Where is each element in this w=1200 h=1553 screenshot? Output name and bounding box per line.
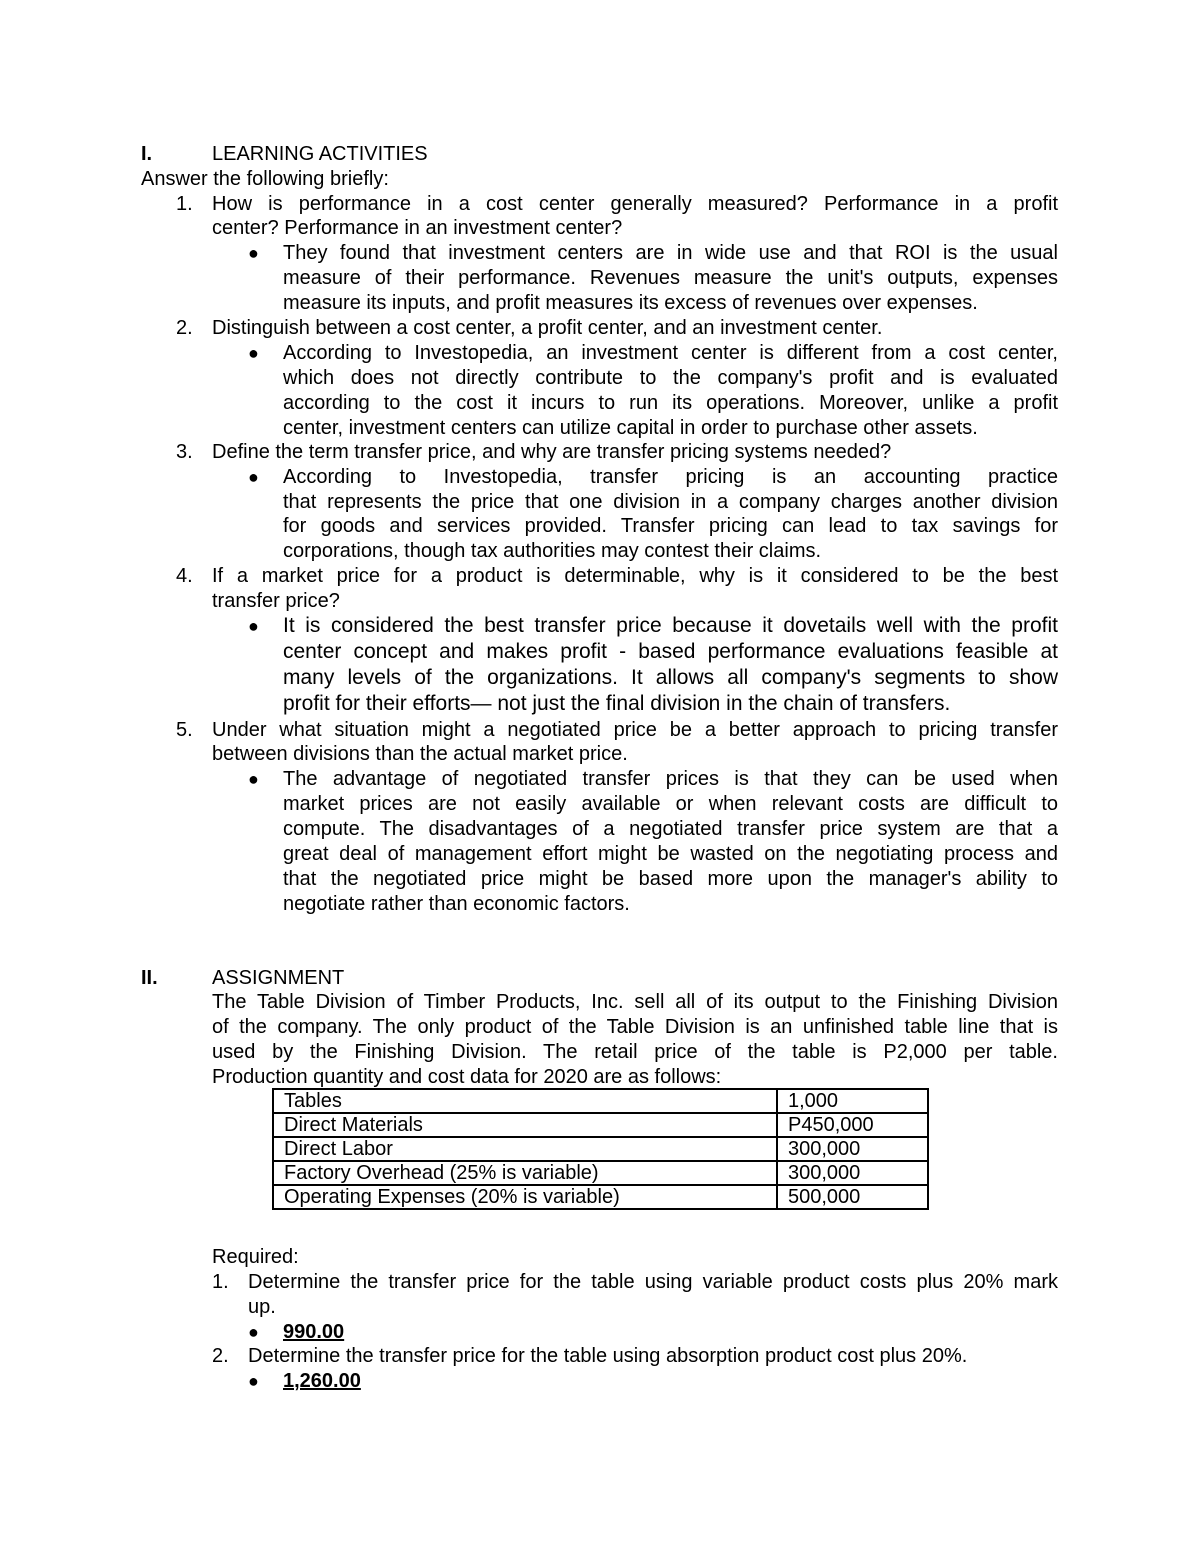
answer-4-line-1: It is considered the best transfer price because it dovetails well with the profit bbox=[283, 614, 1058, 637]
question-1-line-1: How is performance in a cost center generally measured? Performance in a profit bbox=[212, 193, 1058, 215]
row-label: Factory Overhead (25% is variable) bbox=[273, 1161, 777, 1185]
cost-data-table bbox=[272, 1088, 929, 1210]
question-4-line-2: transfer price? bbox=[212, 590, 340, 612]
answer-4-line-4: profit for their efforts— not just the final division in the chain of transfers. bbox=[283, 692, 951, 715]
answer-2-line-1: According to Investopedia, an investment center is different from a cost center, bbox=[283, 342, 1058, 364]
question-5-line-2: between divisions than the actual market price. bbox=[212, 743, 628, 765]
answer-2-line-4: center, investment centers can utilize capital in order to purchase other assets. bbox=[283, 417, 978, 439]
answer-1-line-2: measure of their performance. Revenues measure the unit's outputs, expenses bbox=[283, 267, 1058, 289]
question-1-number: 1. bbox=[176, 193, 193, 215]
bullet-icon: ● bbox=[248, 343, 259, 363]
question-4-number: 4. bbox=[176, 565, 193, 587]
answer-1-line-1: They found that investment centers are in wide use and that ROI is the usual bbox=[283, 242, 1058, 264]
required-2-number: 2. bbox=[212, 1345, 229, 1367]
answer-3-line-2: that represents the price that one division in a company charges another division bbox=[283, 491, 1058, 513]
question-1-line-2: center? Performance in an investment center? bbox=[212, 217, 623, 239]
row-value: 300,000 bbox=[777, 1161, 928, 1185]
bullet-icon: ● bbox=[248, 467, 259, 487]
assignment-paragraph-line-1: The Table Division of Timber Products, Inc. sell all of its output to the Finishing Division bbox=[212, 991, 1058, 1013]
section-1-intro: Answer the following briefly: bbox=[141, 168, 389, 190]
bullet-icon: ● bbox=[248, 1371, 259, 1391]
answer-5-line-6: negotiate rather than economic factors. bbox=[283, 893, 630, 915]
answer-5-line-1: The advantage of negotiated transfer prices is that they can be used when bbox=[283, 768, 1058, 790]
answer-3-line-4: corporations, though tax authorities may contest their claims. bbox=[283, 540, 822, 562]
table-row bbox=[273, 1185, 928, 1209]
required-2-line-1: Determine the transfer price for the table using absorption product cost plus 20%. bbox=[248, 1345, 968, 1367]
row-value: P450,000 bbox=[777, 1113, 928, 1137]
table-row bbox=[273, 1137, 928, 1161]
required-1-answer: 990.00 bbox=[283, 1321, 345, 1343]
row-value: 500,000 bbox=[777, 1185, 928, 1209]
section-1-numeral: I. bbox=[141, 143, 153, 165]
answer-3-line-3: for goods and services provided. Transfer pricing can lead to tax savings for bbox=[283, 515, 1058, 537]
table-row bbox=[273, 1089, 928, 1113]
answer-1-line-3: measure its inputs, and profit measures its excess of revenues over expenses. bbox=[283, 292, 978, 314]
question-3-number: 3. bbox=[176, 441, 193, 463]
row-value: 300,000 bbox=[777, 1137, 928, 1161]
section-1-heading: LEARNING ACTIVITIES bbox=[212, 143, 428, 165]
assignment-paragraph-line-2: of the company. The only product of the Table Division is an unfinished table line that is bbox=[212, 1016, 1058, 1038]
section-2-numeral: II. bbox=[141, 967, 158, 989]
required-label: Required: bbox=[212, 1246, 299, 1268]
answer-5-line-4: great deal of management effort might be wasted on the negotiating process and bbox=[283, 843, 1058, 865]
row-label: Direct Labor bbox=[273, 1137, 777, 1161]
required-2-answer: 1,260.00 bbox=[283, 1370, 361, 1392]
row-label: Direct Materials bbox=[273, 1113, 777, 1137]
question-5-line-1: Under what situation might a negotiated price be a better approach to pricing transfer bbox=[212, 719, 1058, 741]
table-row bbox=[273, 1113, 928, 1137]
required-1-line-2: up. bbox=[248, 1296, 276, 1318]
row-value: 1,000 bbox=[777, 1089, 928, 1113]
question-4-line-1: If a market price for a product is determinable, why is it considered to be the best bbox=[212, 565, 1058, 587]
answer-4-line-2: center concept and makes profit - based performance evaluations feasible at bbox=[283, 640, 1058, 663]
answer-5-line-3: compute. The disadvantages of a negotiated transfer price system are that a bbox=[283, 818, 1058, 840]
table-row bbox=[273, 1161, 928, 1185]
bullet-icon: ● bbox=[248, 769, 259, 789]
answer-5-line-2: market prices are not easily available or when relevant costs are difficult to bbox=[283, 793, 1058, 815]
bullet-icon: ● bbox=[248, 243, 259, 263]
bullet-icon: ● bbox=[248, 1322, 259, 1342]
answer-5-line-5: that the negotiated price might be based more upon the manager's ability to bbox=[283, 868, 1058, 890]
required-1-line-1: Determine the transfer price for the table using variable product costs plus 20% mark bbox=[248, 1271, 1058, 1293]
assignment-paragraph-line-4: Production quantity and cost data for 2020 are as follows: bbox=[212, 1066, 722, 1088]
answer-4-line-3: many levels of the organizations. It allows all company's segments to show bbox=[283, 666, 1058, 689]
bullet-icon: ● bbox=[248, 616, 259, 636]
row-label: Operating Expenses (20% is variable) bbox=[273, 1185, 777, 1209]
answer-2-line-3: according to the cost it incurs to run its operations. Moreover, unlike a profit bbox=[283, 392, 1058, 414]
assignment-paragraph-line-3: used by the Finishing Division. The retail price of the table is P2,000 per table. bbox=[212, 1041, 1058, 1063]
answer-3-line-1: According to Investopedia, transfer pricing is an accounting practice bbox=[283, 466, 1058, 488]
row-label: Tables bbox=[273, 1089, 777, 1113]
answer-2-line-2: which does not directly contribute to the company's profit and is evaluated bbox=[283, 367, 1058, 389]
question-5-number: 5. bbox=[176, 719, 193, 741]
section-2-heading: ASSIGNMENT bbox=[212, 967, 345, 989]
question-2-line-1: Distinguish between a cost center, a profit center, and an investment center. bbox=[212, 317, 883, 339]
question-2-number: 2. bbox=[176, 317, 193, 339]
required-1-number: 1. bbox=[212, 1271, 229, 1293]
question-3-line-1: Define the term transfer price, and why are transfer pricing systems needed? bbox=[212, 441, 892, 463]
